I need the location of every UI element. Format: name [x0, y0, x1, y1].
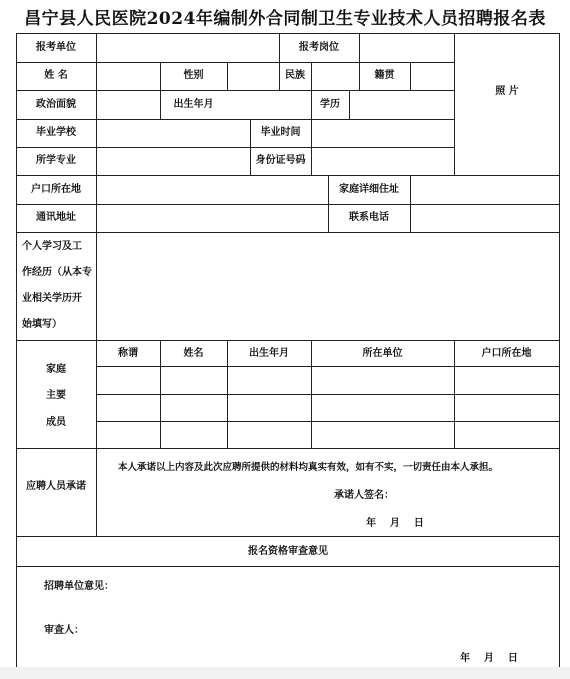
grid-line — [16, 448, 560, 449]
family-header-workplace: 所在单位 — [362, 348, 403, 359]
grid-line — [16, 340, 560, 341]
graduation-time-field[interactable] — [312, 120, 454, 147]
family-members-table[interactable] — [97, 367, 559, 448]
label-name: 姓 名 — [44, 70, 68, 81]
label-photo: 照 片 — [495, 86, 519, 97]
grid-line — [16, 536, 560, 537]
household-location-field[interactable] — [97, 176, 328, 204]
label-mailing-address: 通讯地址 — [36, 212, 76, 223]
label-gender: 性别 — [183, 70, 204, 81]
family-header-household: 户口所在地 — [481, 348, 532, 359]
label-household-location: 户口所在地 — [31, 184, 81, 195]
mailing-address-field[interactable] — [97, 205, 328, 232]
family-header-birth: 出生年月 — [249, 348, 289, 359]
pledge-date: 年 月 日 — [366, 518, 424, 529]
label-resume-line: 个人学习及工 — [22, 241, 82, 252]
label-education: 学历 — [320, 99, 340, 110]
review-title: 报名资格审查意见 — [248, 546, 328, 557]
pledge-text: 本人承诺以上内容及此次应聘所提供的材料均真实有效，如有不实，一切责任由本人承担。 — [118, 462, 499, 473]
review-date: 年 月 日 — [460, 653, 518, 664]
label-id-number: 身份证号码 — [255, 155, 306, 166]
id-number-field[interactable] — [312, 148, 454, 175]
label-ethnicity: 民族 — [285, 70, 305, 81]
native-place-field[interactable] — [411, 63, 454, 90]
photo-box[interactable] — [455, 34, 559, 175]
report-post-field[interactable] — [360, 34, 454, 62]
label-major: 所学专业 — [36, 155, 76, 166]
label-pledge: 应聘人员承诺 — [26, 481, 86, 492]
reviewer: 审查人： — [44, 625, 84, 636]
label-family: 主要 — [46, 390, 66, 401]
pledge-sign: 承诺人签名： — [334, 490, 394, 501]
label-birth-date: 出生年月 — [173, 99, 214, 110]
grid-line — [16, 566, 560, 567]
report-unit-field[interactable] — [97, 34, 279, 62]
education-field[interactable] — [350, 91, 454, 119]
label-political-status: 政治面貌 — [36, 99, 76, 110]
label-graduation-time: 毕业时间 — [260, 127, 301, 138]
unit-opinion-field[interactable] — [120, 574, 550, 614]
label-home-address: 家庭详细住址 — [339, 184, 399, 195]
label-report-post: 报考岗位 — [299, 42, 339, 53]
label-native-place: 籍贯 — [374, 70, 395, 81]
birth-date-field[interactable] — [228, 91, 311, 119]
ethnicity-field[interactable] — [312, 63, 359, 90]
home-address-field[interactable] — [411, 176, 559, 204]
label-family: 成员 — [46, 417, 66, 428]
pledge-signature-field[interactable] — [400, 486, 540, 504]
grid-line — [559, 33, 560, 667]
graduate-school-field[interactable] — [97, 120, 250, 147]
label-report-unit: 报考单位 — [36, 42, 76, 53]
label-resume-line: 业相关学历开 — [22, 293, 82, 304]
label-resume-line: 作经历（从本专 — [22, 267, 92, 278]
label-graduate-school: 毕业学校 — [36, 127, 76, 138]
family-header-name: 姓名 — [183, 348, 204, 359]
political-status-field[interactable] — [97, 91, 160, 119]
label-resume-line: 始填写） — [22, 319, 62, 330]
gender-field[interactable] — [228, 63, 279, 90]
contact-phone-field[interactable] — [411, 205, 559, 232]
major-field[interactable] — [97, 148, 250, 175]
label-contact-phone: 联系电话 — [349, 212, 389, 223]
page-bottom-strip — [0, 667, 570, 679]
family-header-relation: 称谓 — [118, 348, 138, 359]
label-family: 家庭 — [46, 364, 66, 375]
form-title: 昌宁县人民医院2024年编制外合同制卫生专业技术人员招聘报名表 — [24, 9, 546, 29]
resume-field[interactable] — [97, 233, 559, 340]
name-field[interactable] — [97, 63, 160, 90]
unit-opinion: 招聘单位意见： — [44, 581, 114, 592]
